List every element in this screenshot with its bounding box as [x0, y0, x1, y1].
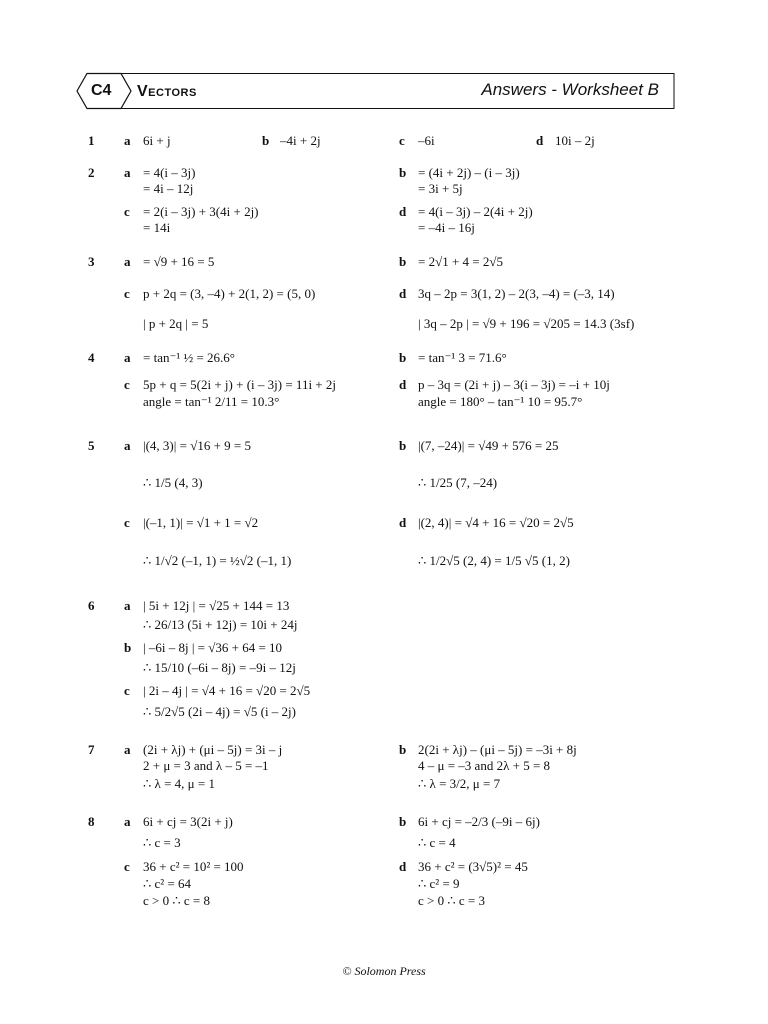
answer-line: | 2i – 4j | = √4 + 16 = √20 = 2√5: [143, 683, 311, 698]
chapter-title: Vectors: [137, 83, 197, 100]
worksheet-title: Answers - Worksheet B: [481, 80, 659, 99]
answer-line: |(4, 3)| = √16 + 9 = 5: [143, 438, 251, 453]
part-label: b: [399, 165, 407, 180]
answer-line: c > 0 ∴ c = 3: [418, 893, 485, 908]
answer-line: p – 3q = (2i + j) – 3(i – 3j) = –i + 10j: [418, 377, 610, 392]
answer-line: (2i + λj) + (μi – 5j) = 3i – j: [143, 742, 283, 757]
answer-line: ∴ 15/10 (–6i – 8j) = –9i – 12j: [143, 660, 296, 675]
part-label: d: [399, 515, 407, 530]
answer-line: |(–1, 1)| = √1 + 1 = √2: [143, 515, 259, 530]
answer-line: ∴ 26/13 (5i + 12j) = 10i + 24j: [143, 617, 298, 632]
answer-line: –6i: [418, 133, 435, 148]
answer-line: ∴ 1/√2 (–1, 1) = ½√2 (–1, 1): [143, 553, 292, 568]
part-label: b: [399, 438, 407, 453]
answer-line: = 4(i – 3j) – 2(4i + 2j): [418, 204, 533, 219]
answer-line: = 4(i – 3j): [143, 165, 196, 180]
answer-line: |(2, 4)| = √4 + 16 = √20 = 2√5: [418, 515, 574, 530]
part-label: d: [399, 204, 407, 219]
part-label: a: [124, 742, 131, 757]
question-number: 4: [88, 350, 95, 365]
answer-line: 6i + cj = 3(2i + j): [143, 814, 233, 829]
chapter-code: C4: [91, 82, 112, 99]
answer-line: = 4i – 12j: [143, 181, 194, 196]
answer-line: ∴ λ = 3/2, μ = 7: [418, 776, 501, 791]
part-label: a: [124, 438, 131, 453]
part-label: a: [124, 598, 131, 613]
part-label: b: [124, 640, 132, 655]
part-label: a: [124, 350, 131, 365]
part-label: d: [536, 133, 544, 148]
answer-line: = –4i – 16j: [418, 220, 475, 235]
answer-line: 6i + j: [143, 133, 171, 148]
answer-line: ∴ c² = 64: [143, 876, 192, 891]
answer-line: 36 + c² = 10² = 100: [143, 859, 244, 874]
answer-line: = tan⁻¹ 3 = 71.6°: [418, 350, 507, 365]
answer-line: | 5i + 12j | = √25 + 144 = 13: [143, 598, 290, 613]
answer-line: angle = tan⁻¹ 2/11 = 10.3°: [143, 394, 280, 409]
answer-line: = 14i: [143, 220, 171, 235]
answer-line: angle = 180° – tan⁻¹ 10 = 95.7°: [418, 394, 583, 409]
part-label: a: [124, 133, 131, 148]
answer-line: ∴ 1/25 (7, –24): [418, 475, 498, 490]
answer-line: 3q – 2p = 3(1, 2) – 2(3, –4) = (–3, 14): [418, 286, 615, 301]
part-label: c: [399, 133, 405, 148]
question-number: 1: [88, 133, 95, 148]
part-label: c: [124, 515, 130, 530]
answer-line: ∴ λ = 4, μ = 1: [143, 776, 215, 791]
answer-line: –4i + 2j: [280, 133, 321, 148]
answer-line: = 2√1 + 4 = 2√5: [418, 254, 504, 269]
part-label: b: [399, 350, 407, 365]
part-label: c: [124, 683, 130, 698]
header-box: [77, 73, 675, 109]
answer-line: 10i – 2j: [555, 133, 595, 148]
part-label: c: [124, 204, 130, 219]
answer-line: | –6i – 8j | = √36 + 64 = 10: [143, 640, 283, 655]
answer-line: 4 – μ = –3 and 2λ + 5 = 8: [418, 758, 551, 773]
question-number: 7: [88, 742, 95, 757]
answer-line: c > 0 ∴ c = 8: [143, 893, 210, 908]
answer-line: ∴ 5/2√5 (2i – 4j) = √5 (i – 2j): [143, 704, 296, 719]
question-number: 8: [88, 814, 95, 829]
answer-line: = 2(i – 3j) + 3(4i + 2j): [143, 204, 259, 219]
answer-line: | p + 2q | = 5: [143, 316, 209, 331]
answer-line: 5p + q = 5(2i + j) + (i – 3j) = 11i + 2j: [143, 377, 336, 392]
part-label: c: [124, 286, 130, 301]
answer-line: = √9 + 16 = 5: [143, 254, 215, 269]
answer-line: |(7, –24)| = √49 + 576 = 25: [418, 438, 559, 453]
part-label: a: [124, 165, 131, 180]
question-number: 5: [88, 438, 95, 453]
part-label: b: [399, 814, 407, 829]
question-number: 6: [88, 598, 95, 613]
part-label: a: [124, 814, 131, 829]
answer-line: ∴ c = 3: [143, 835, 181, 850]
part-label: a: [124, 254, 131, 269]
answer-line: ∴ c² = 9: [418, 876, 460, 891]
answer-line: 2(2i + λj) – (μi – 5j) = –3i + 8j: [418, 742, 577, 757]
part-label: b: [399, 254, 407, 269]
footer-copyright: © Solomon Press: [342, 964, 426, 978]
answer-line: 36 + c² = (3√5)² = 45: [418, 859, 528, 874]
question-number: 3: [88, 254, 95, 269]
part-label: d: [399, 859, 407, 874]
answer-line: ∴ c = 4: [418, 835, 456, 850]
part-label: b: [262, 133, 270, 148]
answer-line: 2 + μ = 3 and λ – 5 = –1: [143, 758, 269, 773]
part-label: c: [124, 377, 130, 392]
answer-line: | 3q – 2p | = √9 + 196 = √205 = 14.3 (3sf): [418, 316, 635, 331]
answer-line: p + 2q = (3, –4) + 2(1, 2) = (5, 0): [143, 286, 316, 301]
answer-line: = 3i + 5j: [418, 181, 463, 196]
answer-line: ∴ 1/2√5 (2, 4) = 1/5 √5 (1, 2): [418, 553, 570, 568]
part-label: d: [399, 377, 407, 392]
part-label: d: [399, 286, 407, 301]
answer-line: ∴ 1/5 (4, 3): [143, 475, 203, 490]
answer-line: 6i + cj = –2/3 (–9i – 6j): [418, 814, 540, 829]
part-label: c: [124, 859, 130, 874]
answer-line: = tan⁻¹ ½ = 26.6°: [143, 350, 236, 365]
answer-line: = (4i + 2j) – (i – 3j): [418, 165, 520, 180]
question-number: 2: [88, 165, 95, 180]
part-label: b: [399, 742, 407, 757]
